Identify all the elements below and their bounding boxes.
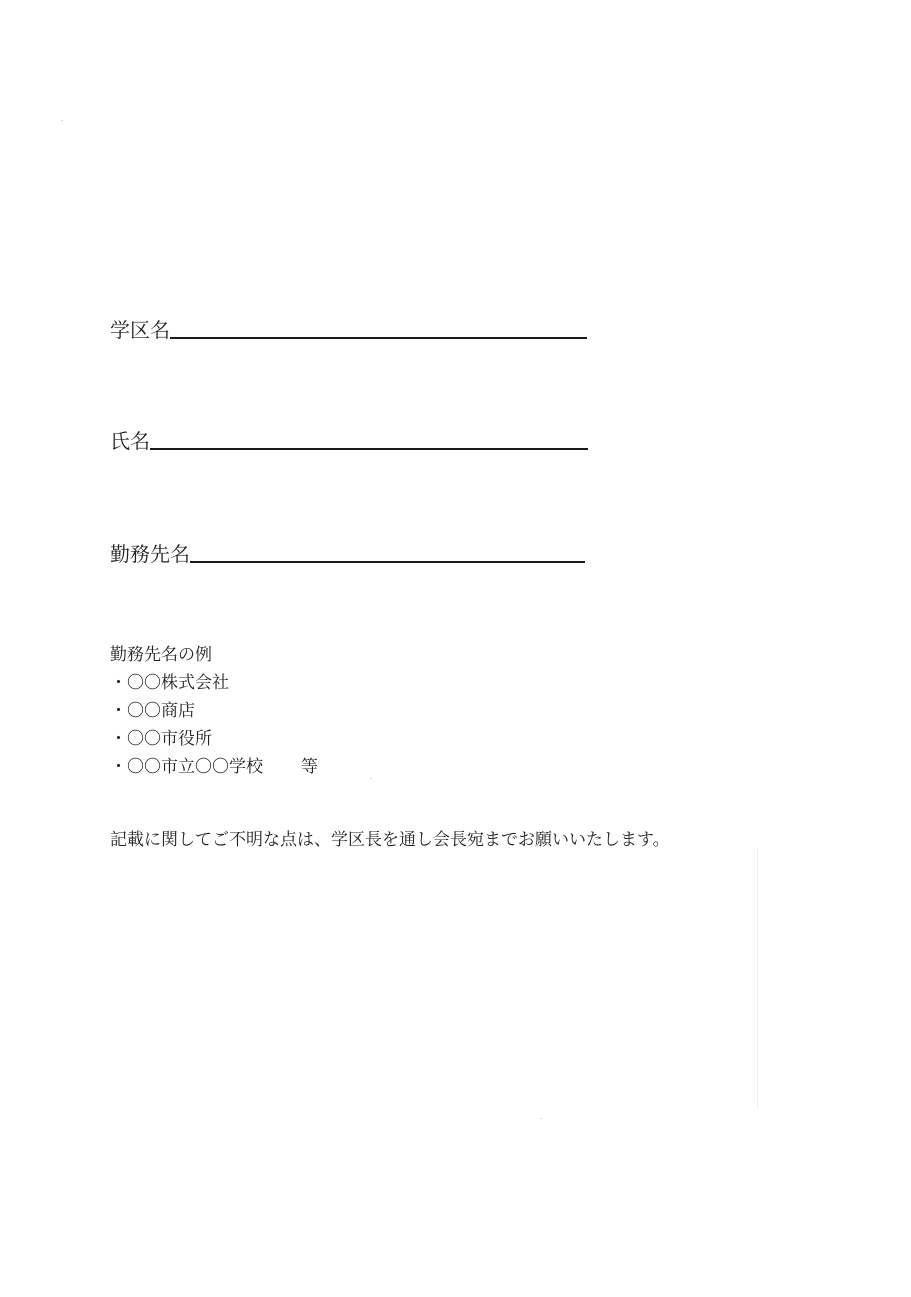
examples-suffix: 等 [301, 757, 318, 777]
example-item: ・〇〇商店 [110, 701, 195, 721]
example-list [110, 669, 318, 781]
scan-edge-line [757, 848, 758, 1110]
workplace-field[interactable] [110, 543, 585, 565]
scan-speck [540, 1118, 542, 1119]
name-label: 氏名 [110, 429, 150, 453]
example-item-text: ・〇〇市立〇〇学校 [110, 757, 263, 777]
scan-speck [370, 778, 372, 779]
inquiry-note: 記載に関してご不明な点は、学区長を通し会長宛までお願いいたします。 [110, 830, 670, 850]
examples-title: 勤務先名の例 [110, 645, 212, 665]
workplace-input-line[interactable] [190, 561, 585, 563]
example-item: ・〇〇市役所 [110, 729, 212, 749]
example-item-last [110, 753, 318, 781]
name-input-line[interactable] [150, 448, 588, 450]
school-district-field[interactable] [110, 319, 587, 341]
workplace-label: 勤務先名 [110, 542, 190, 566]
example-item: ・〇〇株式会社 [110, 673, 229, 693]
school-district-label: 学区名 [110, 318, 170, 342]
workplace-examples [110, 641, 318, 781]
school-district-input-line[interactable] [170, 337, 587, 339]
scan-speck [61, 120, 63, 121]
name-field[interactable] [110, 430, 588, 452]
